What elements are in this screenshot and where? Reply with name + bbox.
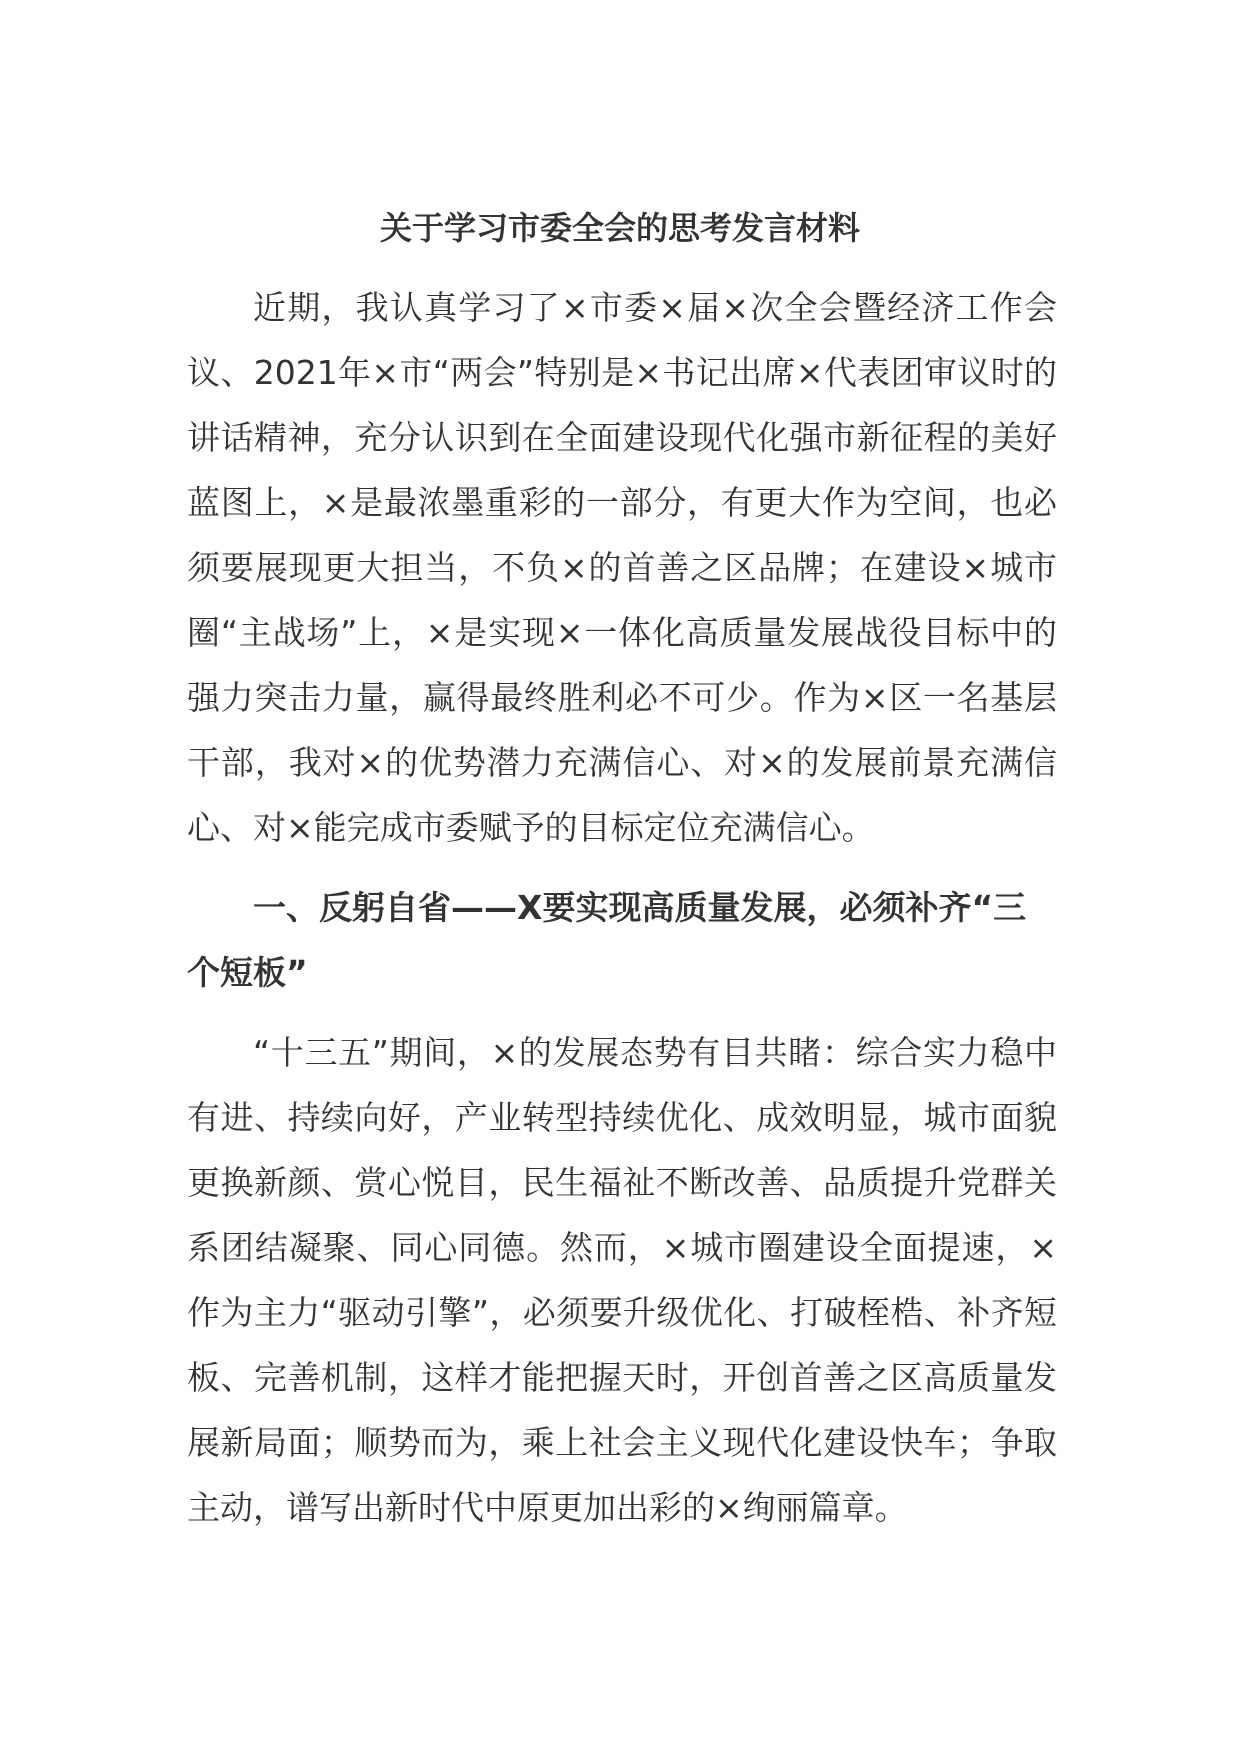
paragraph-intro: 近期，我认真学习了×市委×届×次全会暨经济工作会议、2021年×市“两会”特别是×书记出席×代表团审议时的讲话精神，充分认识到在全面建设现代化强市新征程的美好蓝图上，×是最浓墨重彩的一部分，有更大作为空间，也必须要展现更大担当，不负×的首善之区品牌；在建设×城市圈“主战场”上，×是实现×一体化高质量发展战役目标中的强力突击力量，赢得最终胜利必不可少。作为×区一名基层干部，我对×的优势潜力充满信心、对×的发展前景充满信心、对×能完成市委赋予的目标定位充满信心。 [187, 288, 1057, 847]
paragraph-section-1: “十三五”期间，×的发展态势有目共睹：综合实力稳中有进、持续向好，产业转型持续优化、成效明显，城市面貌更换新颜、赏心悦目，民生福祉不断改善、品质提升党群关系团结凝聚、同心同德。然而，×城市圈建设全面提速，×作为主力“驱动引擎”，必须要升级优化、打破桎梏、补齐短板、完善机制，这样才能把握天时，开创首善之区高质量发展新局面；顺势而为，乘上社会主义现代化建设快车；争取主动，谱写出新时代中原更加出彩的×绚丽篇章。 [187, 1033, 1057, 1527]
section-heading-1: 一、反躬自省——X要实现高质量发展，必须补齐“三个短板” [187, 888, 1027, 992]
document-title: 关于学习市委全会的思考发言材料 [379, 209, 860, 247]
